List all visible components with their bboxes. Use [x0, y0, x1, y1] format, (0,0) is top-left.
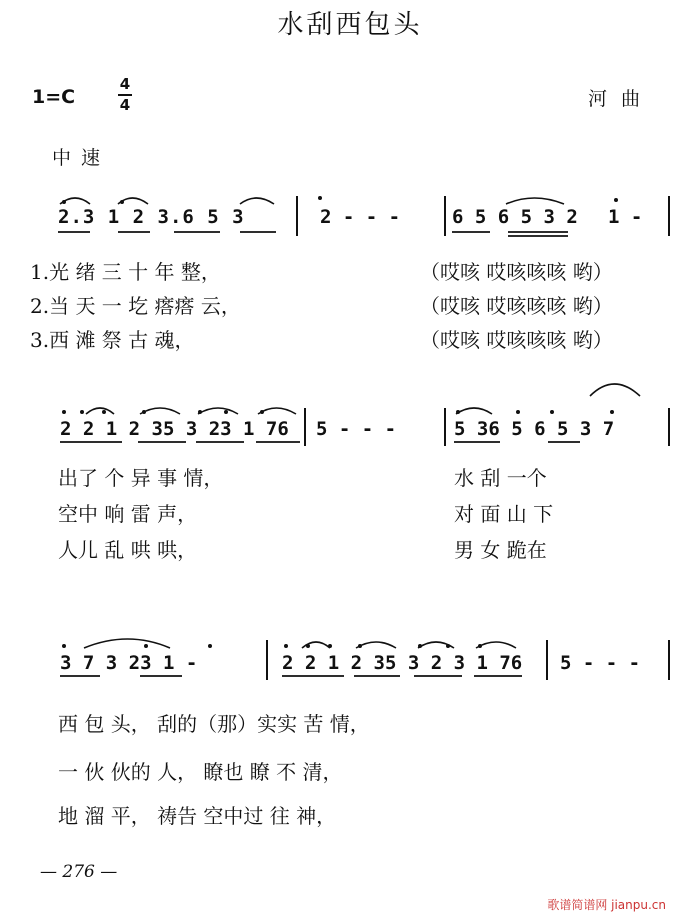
slur — [84, 639, 170, 648]
slur — [198, 408, 238, 414]
octave-dot — [62, 644, 66, 648]
octave-dot — [224, 410, 228, 414]
octave-dot — [80, 410, 84, 414]
slur — [140, 408, 180, 414]
octave-dot — [610, 410, 614, 414]
notes-s2-c: 5 36 5 6 5 3 7 — [454, 418, 615, 440]
line-2-1-part-b: 水 刮 一个 — [454, 466, 547, 490]
time-sig-top: 4 — [119, 75, 131, 93]
tempo-marking: 中速 — [52, 147, 111, 169]
line-2-1-part-a: 出了 个 异 事 情， — [58, 466, 224, 490]
octave-dot — [550, 410, 554, 414]
verse-1-part-b: （哎咳 哎咳咳咳 哟） — [420, 260, 613, 284]
slur — [590, 384, 640, 396]
line-2-3-part-b: 男 女 跪在 — [454, 538, 547, 562]
song-origin: 河曲 — [588, 88, 655, 110]
octave-dot — [260, 410, 264, 414]
octave-dot — [614, 198, 618, 202]
octave-dot — [198, 410, 202, 414]
octave-dot — [446, 644, 450, 648]
line-2-2-part-b: 对 面 山 下 — [454, 502, 554, 526]
line-3-1: 西 包 头， 刮的（那）实实 苦 情， — [58, 712, 370, 736]
key-signature: 1=C — [32, 86, 76, 108]
octave-dot — [358, 644, 362, 648]
notes-s1-d: 1 - — [608, 206, 643, 228]
octave-dot — [62, 200, 66, 204]
verse-3-part-b: （哎咳 哎咳咳咳 哟） — [420, 328, 613, 352]
line-2-2-part-a: 空中 响 雷 声， — [58, 502, 198, 526]
time-sig-bottom: 4 — [119, 96, 131, 114]
notes-s3-a: 3 7 3 23 1 - — [60, 652, 198, 674]
notes-s2-a: 2 2 1 2 35 3 23 1 76 — [60, 418, 289, 440]
slur — [506, 198, 564, 204]
octave-dot — [418, 644, 422, 648]
line-2-3-part-a: 人儿 乱 哄 哄， — [58, 538, 198, 562]
verse-3-part-a: 3.西 滩 祭 古 魂， — [30, 328, 195, 352]
notes-s1-c: 6 5 6 5 3 2 — [452, 206, 578, 228]
notes-s3-b: 2 2 1 2 35 3 2 3 1 76 — [282, 652, 523, 674]
page-number: — 276 — — [40, 862, 118, 882]
octave-dot — [120, 200, 124, 204]
line-3-3: 地 溜 平， 祷告 空中过 往 神， — [58, 804, 337, 828]
octave-dot — [142, 410, 146, 414]
slur — [86, 408, 114, 414]
octave-dot — [306, 644, 310, 648]
octave-dot — [478, 644, 482, 648]
song-title: 水刮西包头 — [277, 10, 423, 40]
verse-1-part-a: 1.光 绪 三 十 年 整， — [30, 260, 221, 284]
octave-dot — [284, 644, 288, 648]
octave-dot — [516, 410, 520, 414]
octave-dot — [328, 644, 332, 648]
notes-s2-b: 5 - - - — [316, 418, 397, 440]
octave-dot — [456, 410, 460, 414]
watermark: 歌谱简谱网 jianpu.cn — [547, 898, 666, 912]
notes-s3-c: 5 - - - — [560, 652, 641, 674]
slur — [356, 642, 396, 648]
octave-dot — [62, 410, 66, 414]
octave-dot — [318, 196, 322, 200]
slur — [302, 642, 330, 648]
line-3-2: 一 伙 伙的 人， 瞭也 瞭 不 清， — [58, 760, 343, 784]
slur — [456, 408, 492, 414]
notes-s1-b: 2 - - - — [320, 206, 401, 228]
verse-2-part-b: （哎咳 哎咳咳咳 哟） — [420, 294, 613, 318]
octave-dot — [144, 644, 148, 648]
octave-dot — [102, 410, 106, 414]
slur — [240, 198, 274, 204]
notes-s1-a: 2.3 1 2 3.6 5 3 — [58, 206, 245, 228]
octave-dot — [208, 644, 212, 648]
slur — [476, 642, 516, 648]
verse-2-part-a: 2.当 天 一 圪 瘩瘩 云， — [30, 294, 241, 318]
